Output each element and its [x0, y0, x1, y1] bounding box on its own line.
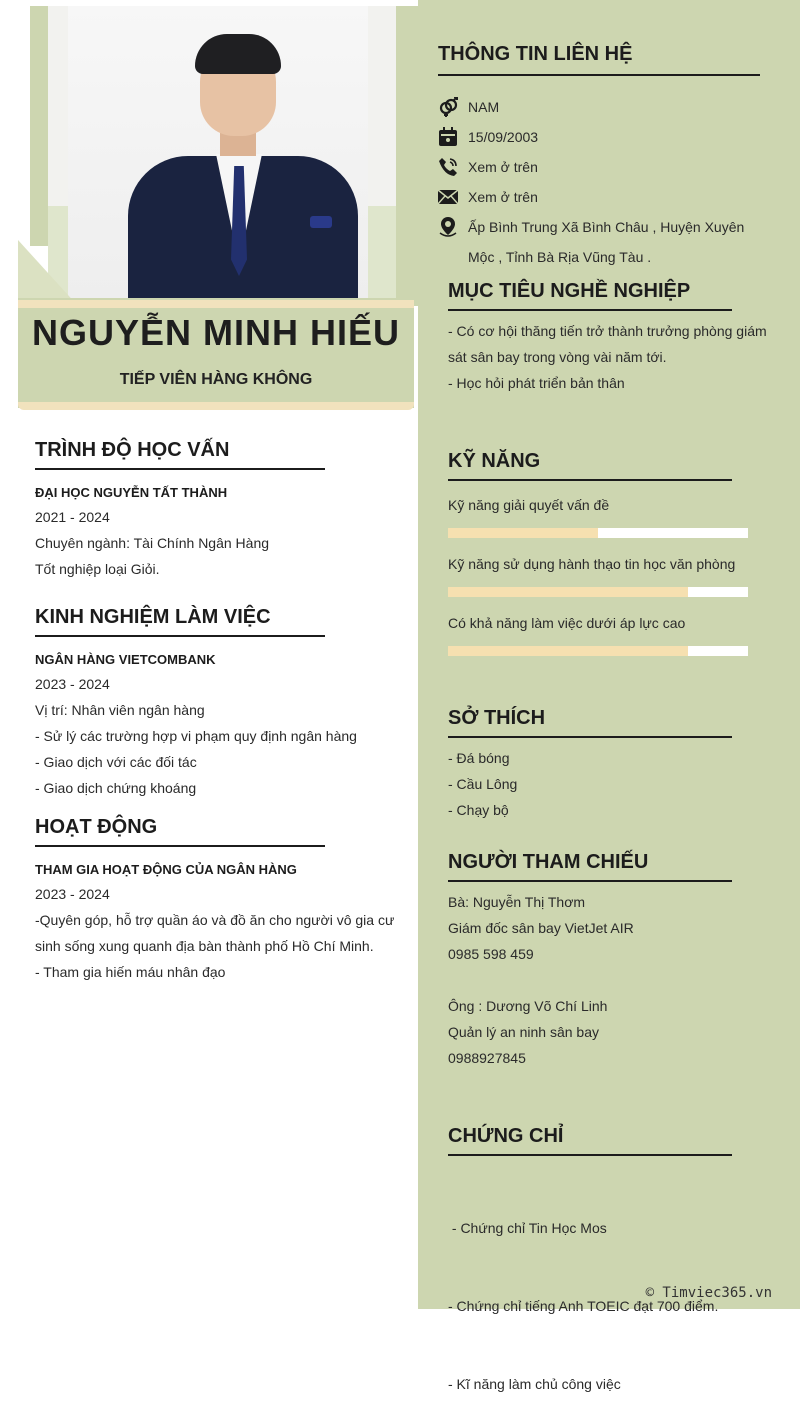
skill-bar [448, 646, 748, 656]
education-details [35, 504, 269, 582]
contact-email [438, 182, 538, 212]
experience-position: Vị trí: Nhân viên ngân hàng [35, 702, 205, 718]
skill-label: Có khả năng làm việc dưới áp lực cao [448, 615, 686, 631]
phone-icon [438, 157, 458, 177]
objective-line: - Học hỏi phát triển bản thân [448, 375, 625, 391]
watermark: © Timviec365.vn [645, 1285, 772, 1301]
photo-hair [195, 34, 281, 74]
certificate-item: - Kĩ năng làm chủ công việc [448, 1376, 621, 1392]
education-major: Chuyên ngành: Tài Chính Ngân Hàng [35, 535, 270, 551]
experience-duty: - Sử lý các trường hợp vi phạm quy định ngân hàng [35, 728, 357, 744]
location-pin-icon [438, 217, 458, 237]
certificates-section-title: CHỨNG CHỈ [448, 1125, 564, 1147]
hobby-item: - Chạy bộ [448, 802, 509, 818]
address-line: Mộc , Tỉnh Bà Rịa Vũng Tàu . [468, 249, 652, 265]
gender-icon [438, 97, 458, 117]
candidate-name: NGUYỄN MINH HIẾU [31, 312, 401, 353]
skill-bar [448, 587, 748, 597]
section-divider [448, 479, 732, 481]
certificate-item: - Chứng chỉ Tin Học Mos [448, 1220, 607, 1236]
skill-label: Kỹ năng sử dụng hành thạo tin học văn phòng [448, 556, 736, 572]
contact-phone [438, 152, 538, 182]
activities-section-title: HOẠT ĐỘNG [35, 816, 158, 838]
experience-section-title: KINH NGHIỆM LÀM VIỆC [35, 606, 271, 628]
contact-gender [438, 92, 499, 122]
email-value: Xem ở trên [468, 189, 538, 205]
experience-details [35, 671, 357, 801]
calendar-icon [438, 127, 458, 147]
skill-bar-fill [448, 528, 598, 538]
certificate-item: - Chứng chỉ tiếng Anh TOEIC đạt 700 điểm. [448, 1298, 719, 1314]
skill-bar-fill [448, 587, 688, 597]
photo-pocket-square [310, 216, 332, 228]
objective-section-title: MỤC TIÊU NGHỀ NGHIỆP [448, 280, 691, 302]
objective-line: - Có cơ hội thăng tiến trở thành trưởng phòng giám [448, 323, 767, 339]
section-divider [448, 736, 732, 738]
experience-years: 2023 - 2024 [35, 676, 110, 692]
activities-years: 2023 - 2024 [35, 886, 110, 902]
section-divider [448, 1154, 732, 1156]
section-divider [35, 635, 325, 637]
activities-line: -Quyên góp, hỗ trợ quần áo và đồ ăn cho người vô gia cư [35, 912, 395, 928]
hobby-item: - Cầu Lông [448, 776, 518, 792]
reference-phone: 0988927845 [448, 1050, 526, 1066]
education-section-title: TRÌNH ĐỘ HỌC VẤN [35, 439, 230, 461]
education-school: ĐẠI HỌC NGUYỄN TẤT THÀNH [35, 485, 228, 500]
section-divider [448, 880, 732, 882]
profile-photo [48, 6, 396, 304]
objective-line: sát sân bay trong vòng vài năm tới. [448, 349, 667, 365]
decorative-strip [396, 6, 418, 306]
hobbies-list [448, 745, 517, 823]
reference-role: Quản lý an ninh sân bay [448, 1024, 599, 1040]
activities-line: sinh sống xung quanh địa bàn thành phố Hồ Chí Minh. [35, 938, 374, 954]
experience-duty: - Giao dịch với các đối tác [35, 754, 197, 770]
name-band-edge [18, 300, 414, 308]
objective-text [448, 318, 767, 396]
education-grade: Tốt nghiệp loại Giỏi. [35, 561, 160, 577]
section-divider [438, 74, 760, 76]
section-divider [35, 468, 325, 470]
skill-label: Kỹ năng giải quyết vấn đề [448, 497, 610, 513]
gender-value: NAM [468, 99, 500, 115]
skill-bar-fill [448, 646, 688, 656]
hobbies-section-title: SỞ THÍCH [448, 707, 546, 729]
reference-name: Ông : Dương Võ Chí Linh [448, 998, 608, 1014]
reference-2 [448, 993, 607, 1071]
references-section-title: NGƯỜI THAM CHIẾU [448, 851, 649, 873]
experience-company: NGÂN HÀNG VIETCOMBANK [35, 652, 216, 667]
section-divider [35, 845, 325, 847]
job-title: TIẾP VIÊN HÀNG KHÔNG [119, 371, 313, 388]
activities-org: THAM GIA HOẠT ĐỘNG CỦA NGÂN HÀNG [35, 862, 297, 877]
reference-1 [448, 889, 634, 967]
birthday-value: 15/09/2003 [468, 129, 539, 145]
skills-section-title: KỸ NĂNG [448, 450, 541, 472]
experience-duty: - Giao dịch chứng khoáng [35, 780, 197, 796]
email-icon [438, 187, 458, 207]
reference-role: Giám đốc sân bay VietJet AIR [448, 920, 634, 936]
address-line: Ấp Bình Trung Xã Bình Châu , Huyện Xuyên [468, 219, 745, 235]
reference-name: Bà: Nguyễn Thị Thơm [448, 894, 586, 910]
name-band-edge [18, 402, 414, 410]
activities-details [35, 881, 405, 985]
skill-bar [448, 528, 748, 538]
reference-phone: 0985 598 459 [448, 946, 534, 962]
hobby-item: - Đá bóng [448, 750, 510, 766]
contact-address [438, 212, 744, 272]
activities-line: - Tham gia hiến máu nhân đạo [35, 964, 226, 980]
contact-section-title: THÔNG TIN LIÊN HỆ [438, 43, 633, 65]
education-years: 2021 - 2024 [35, 509, 110, 525]
section-divider [448, 309, 732, 311]
decorative-strip [30, 6, 48, 246]
contact-birthday [438, 122, 538, 152]
phone-value: Xem ở trên [468, 159, 538, 175]
